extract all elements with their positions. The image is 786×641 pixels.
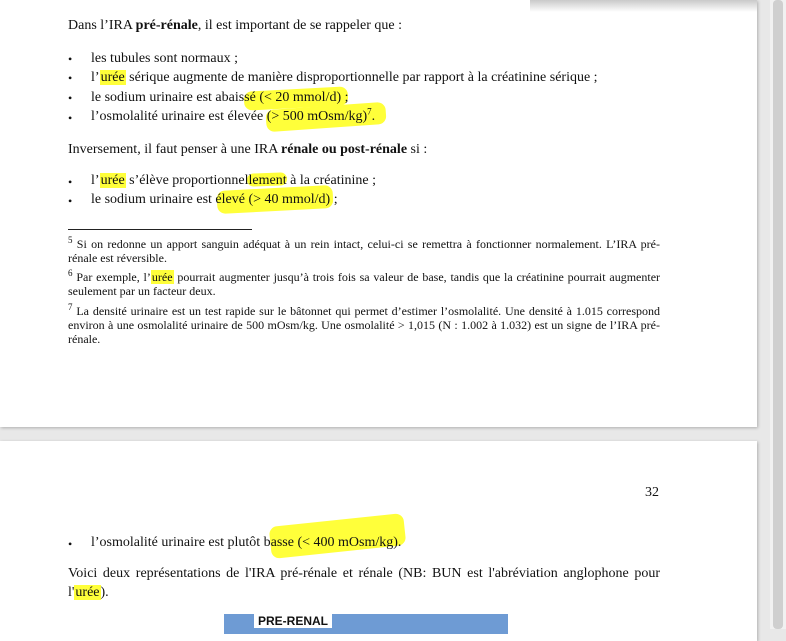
- page-number: 32: [645, 485, 659, 500]
- inverse-line: Inversement, il faut penser à une IRA rénale ou post-rénale si :: [68, 142, 428, 157]
- list-item: l’urée s’élève proportionnellement à la créatinine ;: [91, 173, 376, 188]
- paragraph: Voici deux représentations de l'IRA pré-rénale et rénale (NB: BUN est l'abréviation anglophone pour l'urée).: [68, 566, 660, 600]
- list-item: l’urée sérique augmente de manière disproportionnelle par rapport à la créatinine sérique ;: [91, 70, 598, 85]
- figure-image: [224, 614, 508, 634]
- list-item: les tubules sont normaux ;: [91, 51, 238, 66]
- bullet-icon: •: [68, 111, 73, 125]
- list-item: l’osmolalité urinaire est élevée (> 500 mOsm/kg)$^7$.: [91, 106, 376, 124]
- bullet-icon: •: [68, 194, 73, 208]
- bullet-icon: •: [68, 91, 73, 105]
- footnote-7: $^7$ La densité urinaire est un test rapide sur le bâtonnet qui permet d’estimer l’osmolalité. Une densité à 1.015 correspond environ à une osmolalité urinaire de 500 mOsm/kg. Une osmolalité > 1,015 (N : 1.002 à 1.032) est un signe de l’IRA pré-rénale.: [68, 302, 660, 346]
- footnote-5: $^5$ Si on redonne un apport sanguin adéquat à un rein intact, celui-ci se remettra à fonctionner normalement. L’IRA pré-rénale est réversible.: [68, 235, 660, 265]
- list-item: l’osmolalité urinaire est plutôt basse (< 400 mOsm/kg).: [91, 535, 402, 550]
- list-item: le sodium urinaire est abaissé (< 20 mmol/d) ;: [91, 90, 349, 105]
- bullet-icon: •: [68, 52, 73, 66]
- scrollbar-thumb[interactable]: [773, 0, 783, 629]
- bullet-icon: •: [68, 537, 73, 551]
- bullet-icon: •: [68, 175, 73, 189]
- page-shadow: [530, 0, 757, 12]
- figure-label: PRE-RENAL: [254, 614, 332, 628]
- list-item: le sodium urinaire est élevé (> 40 mmol/d) ;: [91, 192, 338, 207]
- intro-line: Dans l’IRA pré-rénale, il est important de se rappeler que :: [68, 18, 402, 33]
- footnote-6: $^6$ Par exemple, l’urée pourrait augmenter jusqu’à trois fois sa valeur de base, tandis que la créatinine pourrait augmenter seulement par un facteur deux.: [68, 268, 661, 298]
- footnote-divider: [68, 229, 252, 230]
- bullet-icon: •: [68, 71, 73, 85]
- scrollbar[interactable]: [770, 0, 786, 629]
